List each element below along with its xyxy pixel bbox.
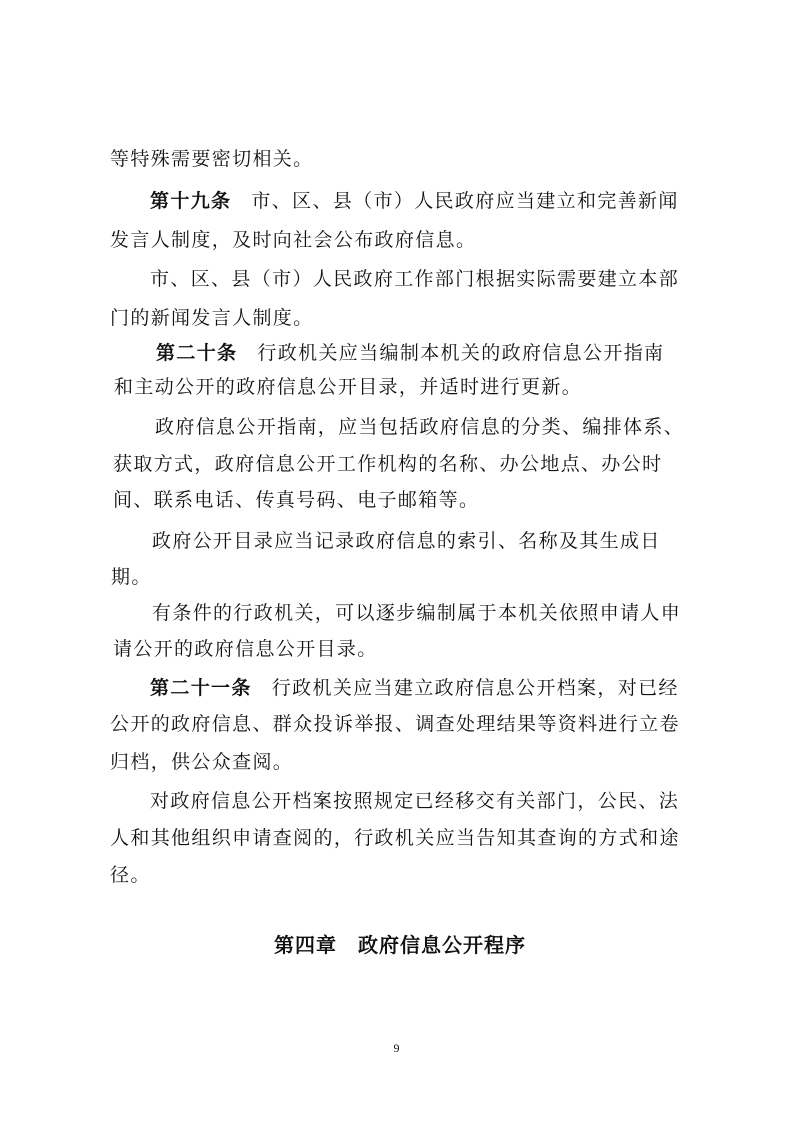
text-span: 行政机关应当编制本机关的政府信息公开指南 <box>257 342 665 364</box>
text-line: 期。 <box>111 566 152 588</box>
text-span: 行政机关应当建立政府信息公开档案，对已经 <box>271 677 679 699</box>
text-line: 有条件的行政机关，可以逐步编制属于本机关依照申请人申 <box>152 602 682 624</box>
text-line: 间、联系电话、传真号码、电子邮箱等。 <box>113 489 480 511</box>
page-number: 9 <box>393 1041 400 1055</box>
article-label: 第二十一条 <box>150 677 252 699</box>
text-line: 政府公开目录应当记录政府信息的索引、名称及其生成日 <box>152 530 661 552</box>
text-line: 门的新闻发言人制度。 <box>110 307 314 329</box>
text-line: 市、区、县（市）人民政府工作部门根据实际需要建立本部 <box>150 268 680 290</box>
chapter-heading: 第四章 政府信息公开程序 <box>274 933 526 957</box>
text-line: 等特殊需要密切相关。 <box>110 148 314 170</box>
text-line: 和主动公开的政府信息公开目录，并适时进行更新。 <box>114 376 583 398</box>
text-line: 对政府信息公开档案按照规定已经移交有关部门，公民、法 <box>150 790 680 812</box>
text-line: 政府信息公开指南，应当包括政府信息的分类、编排体系、 <box>155 416 685 438</box>
article-label: 第二十条 <box>156 342 238 364</box>
article-label: 第十九条 <box>150 190 232 212</box>
text-line: 发言人制度，及时向社会公布政府信息。 <box>110 229 477 251</box>
text-line: 获取方式，政府信息公开工作机构的名称、办公地点、办公时 <box>113 453 663 475</box>
text-line: 公开的政府信息、群众投诉举报、调查处理结果等资料进行立卷 <box>110 713 680 735</box>
article-21-line <box>150 676 679 700</box>
text-line: 归档，供公众查阅。 <box>110 751 294 773</box>
text-line: 请公开的政府信息公开目录。 <box>113 638 378 660</box>
text-line: 径。 <box>110 864 151 886</box>
text-span: 市、区、县（市）人民政府应当建立和完善新闻 <box>251 190 679 212</box>
article-20-line <box>156 341 664 365</box>
article-19-line <box>150 189 679 213</box>
text-line: 人和其他组织申请查阅的，行政机关应当告知其查询的方式和途 <box>110 827 680 849</box>
